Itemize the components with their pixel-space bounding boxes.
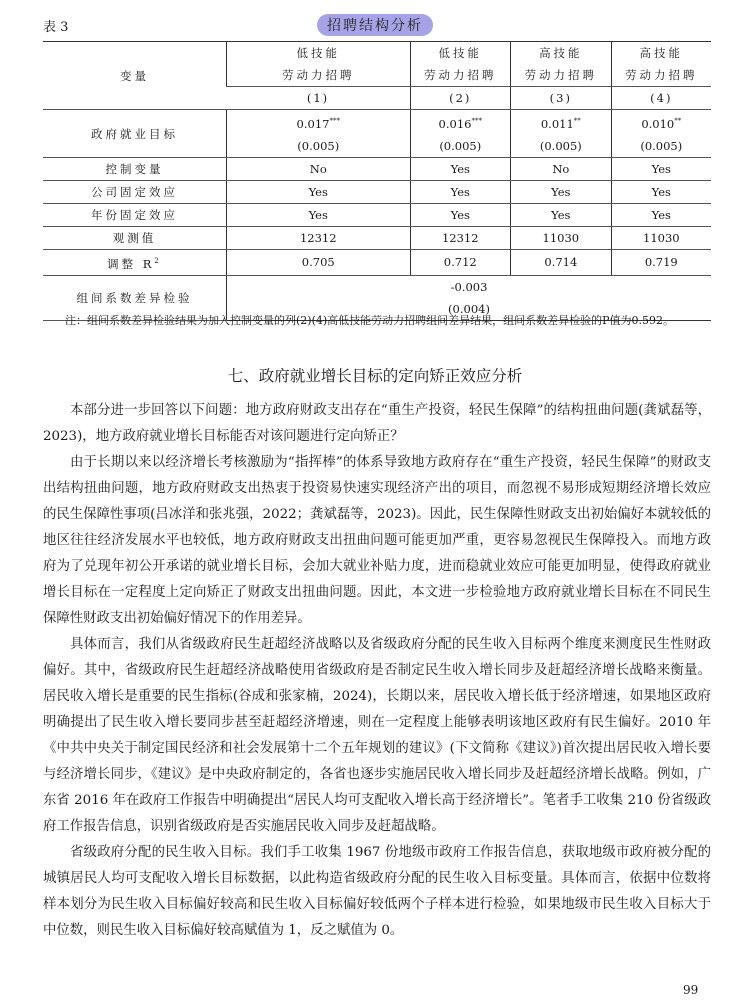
table-cell: Yes [611,181,711,204]
col-num-1: (1) [227,87,411,110]
table-cell: Yes [227,181,411,204]
row-label: 观测值 [43,227,227,250]
body-text [43,398,711,944]
table-title-highlighted: 招聘结构分析 [317,14,433,36]
coef-value: 0.011 [540,117,574,131]
std-error: (0.005) [439,139,482,153]
significance-stars: ** [573,117,581,125]
paragraph: 具体而言，我们从省级政府民生赶超经济战略以及省级政府分配的民生收入目标两个维度来测度民生性财政偏好。其中，省级政府民生赶超经济战略使用省级政府是否制定民生收入增长同步及赶超经济增长战略来衡量。居民收入增长是重要的民生指标(谷成和张家楠，2024)，长期以来，居民收入增长低于经济增速，如果地区政府明确提出了民生收入增长要同步甚至赶超经济增速，则在一定程度上能够表明该地区政府有民生偏好。2010 年《中共中央关于制定国民经济和社会发展第十二个五年规划的建议》(下文简称《建议》)首次提出居民收入增长要与经济增长同步，《建议》是中央政府制定的，各省也逐步实施居民收入增长同步及赶超经济增长战略。例如，广东省 2016 年在政府工作报告中明确提出“居民人均可支配收入增长高于经济增长”。笔者手工收集 210 份省级政府工作报告信息，识别省级政府是否实施居民收入同步及赶超战略。 [43,637,711,834]
table-cell: Yes [410,204,511,227]
header-col-3-line1: 高技能 [539,46,583,60]
header-col-3 [511,42,612,87]
header-col-2-line1: 低技能 [438,46,483,60]
coef-cell [611,110,711,158]
paragraph: 省级政府分配的民生收入目标。我们手工收集 1967 份地级市政府工作报告信息，获取地级市政府被分配的城镇居民人均可支配收入增长目标数据，以此构造省级政府分配的民生收入目标变量。具体而言，依据中位数将样本划分为民生收入目标偏好较高和民生收入目标偏好较低两个子样本进行检验，如果地级市民生收入目标大于中位数，则民生收入目标偏好较高赋值为 1，反之赋值为 0。 [43,845,711,938]
col-num-2: (2) [410,87,511,110]
table-row-firm-fe [43,181,711,204]
section-heading: 七、政府就业增长目标的定向矫正效应分析 [227,367,523,385]
r2-label: 调整 R [107,256,155,271]
header-variable: 变量 [43,42,227,110]
group-diff-value: -0.003 [450,279,488,294]
header-col-1-line1: 低技能 [296,46,340,60]
row-label: 组间系数差异检验 [43,275,227,320]
significance-stars: *** [471,117,482,125]
significance-stars: ** [674,117,682,125]
coef-value: 0.016 [438,117,472,131]
table-header-row [43,42,711,87]
significance-stars: *** [329,117,340,125]
header-col-2-line2: 劳动力招聘 [424,68,497,82]
row-label: 控制变量 [43,158,227,181]
table-cell: 0.712 [410,250,511,276]
table-cell: No [511,158,612,181]
table-cell: Yes [410,158,511,181]
coef-cell [227,110,411,158]
row-label [43,250,227,276]
paragraph: 本部分进一步回答以下问题：地方政府财政支出存在“重生产投资，轻民生保障”的结构扭曲问题(龚斌磊等，2023)，地方政府就业增长目标能否对该问题进行定向矫正？ [43,403,711,444]
r2-superscript: 2 [154,257,162,265]
table-cell: Yes [511,204,612,227]
table-cell: 0.714 [511,250,612,276]
regression-table [43,41,711,321]
table-cell: 0.705 [227,250,411,276]
coef-value: 0.017 [296,117,330,131]
col-num-3: (3) [511,87,612,110]
table-cell: 11030 [611,227,711,250]
header-col-2 [410,42,511,87]
header-col-1-line2: 劳动力招聘 [282,68,355,82]
coef-value: 0.010 [641,117,675,131]
header-col-4-line2: 劳动力招聘 [625,68,698,82]
table-cell: No [227,158,411,181]
coef-cell [410,110,511,158]
header-col-3-line2: 劳动力招聘 [524,68,598,82]
table-cell: Yes [410,181,511,204]
paragraph: 由于长期以来以经济增长考核激励为“指挥棒”的体系导致地方政府存在“重生产投资，轻民生保障”的财政支出结构扭曲问题，地方政府财政支出热衷于投资易快速实现经济产出的项目，而忽视不易形成短期经济增长效应的民生保障性事项(吕冰洋和张兆强，2022；龚斌磊等，2023)。因此，民生保障性财政支出初始偏好本就较低的地区往往经济发展水平也较低，地方政府财政支出扭曲问题可能更加严重，更容易忽视民生保障投入。而地方政府为了兑现年初公开承诺的就业增长目标，会加大就业补贴力度，进而稳就业效应可能更加明显，使得政府就业增长目标在一定程度上定向矫正了财政支出扭曲问题。因此，本文进一步检验地方政府就业增长目标在不同民生保障性财政支出初始偏好情况下的作用差异。 [43,455,711,626]
table-cell: 0.719 [611,250,711,276]
table-cell: Yes [227,204,411,227]
header-col-4 [611,42,711,87]
header-col-4-line1: 高技能 [639,46,684,60]
table-label: 表 3 [43,20,69,35]
table-note: 注：组间系数差异检验结果为加入控制变量的列(2)(4)高低技能劳动力招聘组间差异结果，组间系数差异检验的P值为0.592。 [65,314,675,327]
std-error: (0.005) [539,139,582,153]
group-diff-se: (0.004) [448,301,490,316]
table-cell: Yes [611,158,711,181]
std-error: (0.005) [640,139,683,153]
coef-cell [511,110,612,158]
col-num-4: (4) [611,87,711,110]
table-cell: 12312 [410,227,511,250]
table-row-observations [43,227,711,250]
table-title-container [0,14,750,36]
table-row-coef [43,110,711,158]
row-label: 政府就业目标 [43,110,227,158]
page-number: 99 [683,983,699,997]
row-label: 公司固定效应 [43,181,227,204]
header-col-1 [227,42,411,87]
table-row-year-fe [43,204,711,227]
table-row-adj-r2 [43,250,711,276]
row-label: 年份固定效应 [43,204,227,227]
table-cell: Yes [511,181,612,204]
table-cell: 12312 [227,227,411,250]
table-cell: Yes [611,204,711,227]
table-row-controls [43,158,711,181]
std-error: (0.005) [297,139,340,153]
table-cell: 11030 [511,227,612,250]
